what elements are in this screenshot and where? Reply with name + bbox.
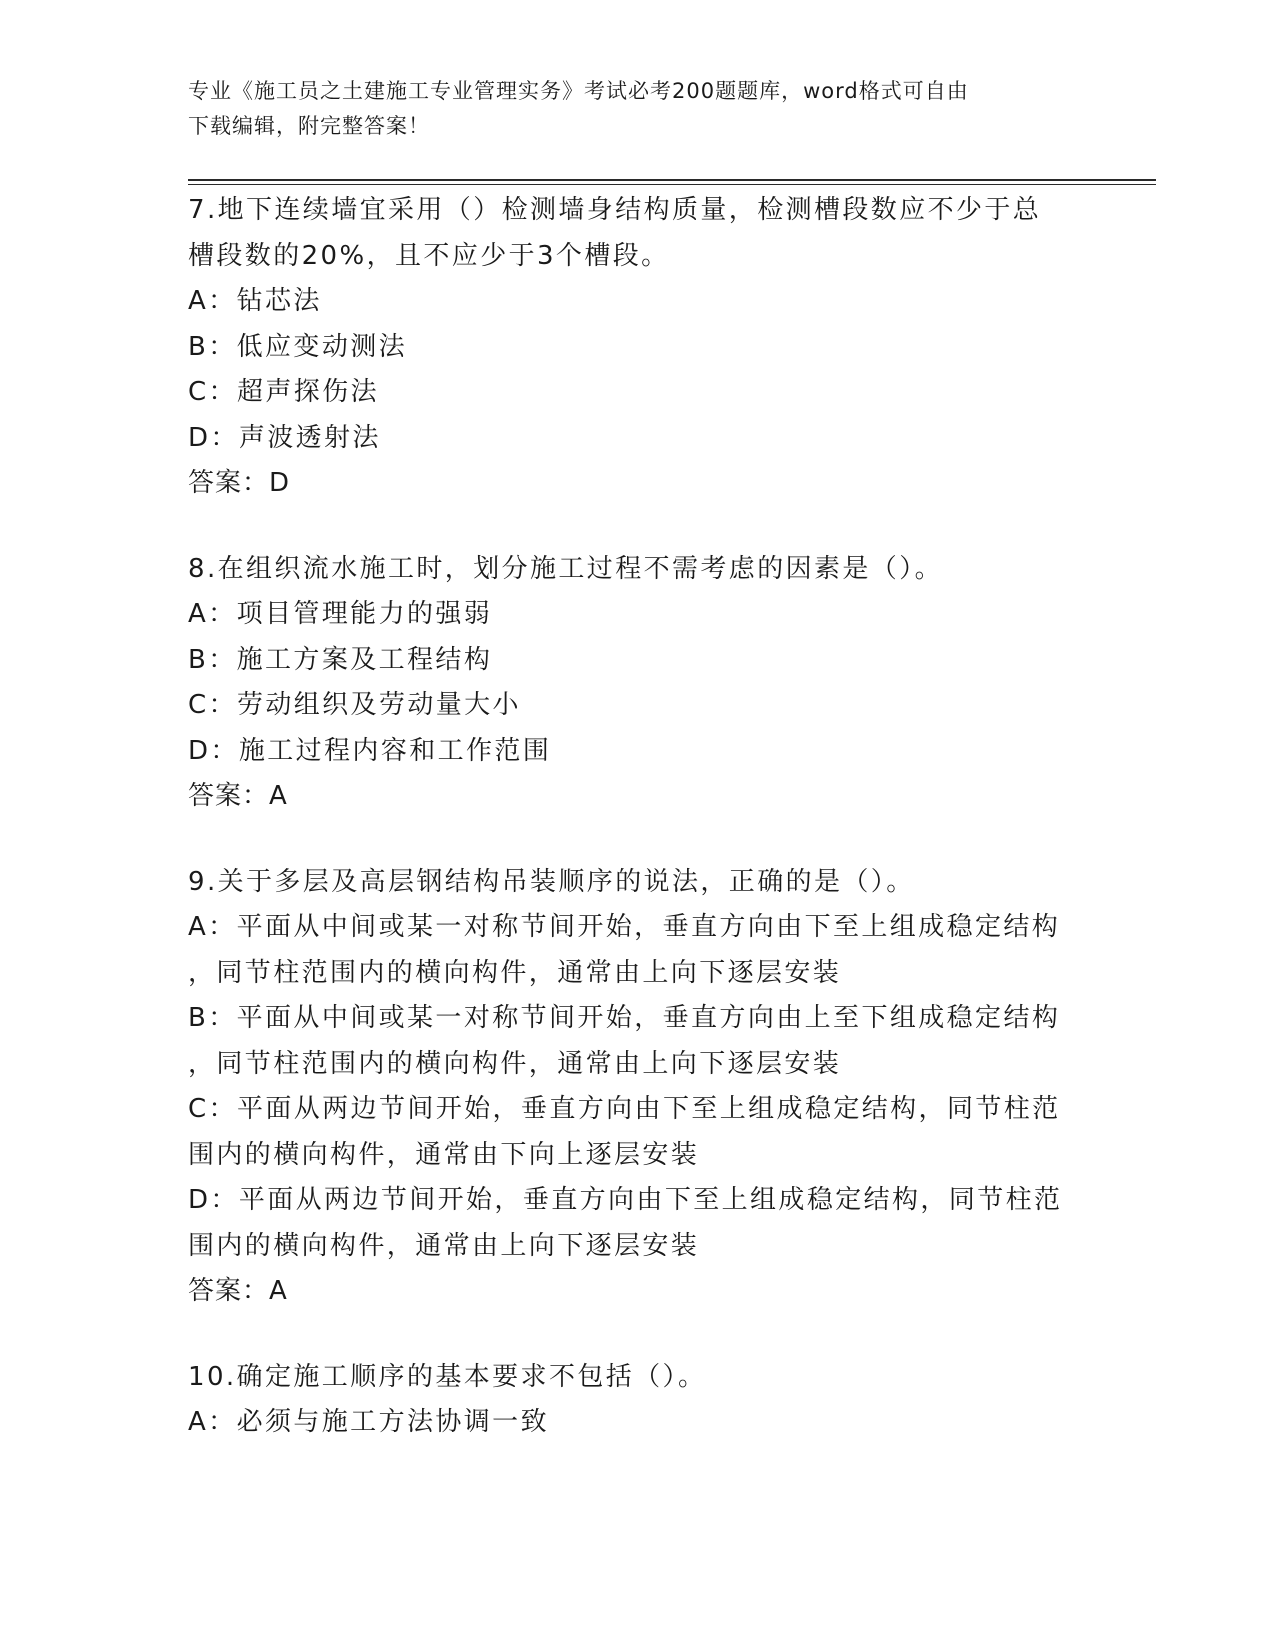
- question-item: [188, 860, 1088, 1315]
- question-stem-line: 10.确定施工顺序的基本要求不包括（）。: [188, 1361, 707, 1392]
- question-stem-line: 7.地下连续墙宜采用（）检测墙身结构质量，检测槽段数应不少于总: [188, 195, 1042, 225]
- option-c-line-2: 围内的横向构件，通常由下向上逐层安装: [188, 1139, 700, 1170]
- question-list: [188, 188, 1088, 1478]
- option-d-line-2: 围内的横向构件，通常由上向下逐层安装: [188, 1230, 700, 1261]
- question-stem-line: 9.关于多层及高层钢结构吊装顺序的说法，正确的是（）。: [188, 866, 915, 897]
- option-c-line-1: C：平面从两边节间开始，垂直方向由下至上组成稳定结构，同节柱范: [188, 1094, 1061, 1124]
- header-divider-thin: [188, 184, 1156, 185]
- option-b-line-1: B：平面从中间或某一对称节间开始，垂直方向由上至下组成稳定结构: [188, 1003, 1061, 1033]
- question-item: [188, 188, 1088, 507]
- option-d-line-1: D：平面从两边节间开始，垂直方向由下至上组成稳定结构，同节柱范: [188, 1185, 1063, 1215]
- header-line-1: 专业《施工员之土建施工专业管理实务》考试必考200题题库，word格式可自由: [188, 79, 969, 103]
- option-c: C：劳动组织及劳动量大小: [188, 690, 521, 720]
- question-stem-line: 8.在组织流水施工时，划分施工过程不需考虑的因素是（）。: [188, 553, 944, 584]
- question-item: [188, 1355, 1088, 1446]
- option-c: C：超声探伤法: [188, 377, 379, 407]
- option-b-line-2: ，同节柱范围内的横向构件，通常由上向下逐层安装: [188, 1048, 842, 1079]
- answer-line: 答案：A: [188, 781, 288, 811]
- option-d: D：声波透射法: [188, 422, 381, 453]
- option-b: B：低应变动测法: [188, 331, 408, 362]
- option-a-line-1: A：平面从中间或某一对称节间开始，垂直方向由下至上组成稳定结构: [188, 912, 1061, 942]
- option-b: B：施工方案及工程结构: [188, 644, 493, 675]
- answer-line: 答案：D: [188, 468, 291, 498]
- header-line-2: 下载编辑，附完整答案！: [188, 114, 430, 138]
- answer-line: 答案：A: [188, 1276, 288, 1306]
- option-a: A：必须与施工方法协调一致: [188, 1407, 549, 1437]
- option-a: A：钻芯法: [188, 286, 322, 316]
- question-stem-line: 槽段数的20%，且不应少于3个槽段。: [188, 240, 670, 271]
- option-a: A：项目管理能力的强弱: [188, 599, 493, 629]
- document-header: [188, 74, 1088, 144]
- header-divider-thick: [188, 179, 1156, 181]
- option-d: D：施工过程内容和工作范围: [188, 735, 552, 766]
- option-a-line-2: ，同节柱范围内的横向构件，通常由上向下逐层安装: [188, 957, 842, 988]
- question-item: [188, 547, 1088, 820]
